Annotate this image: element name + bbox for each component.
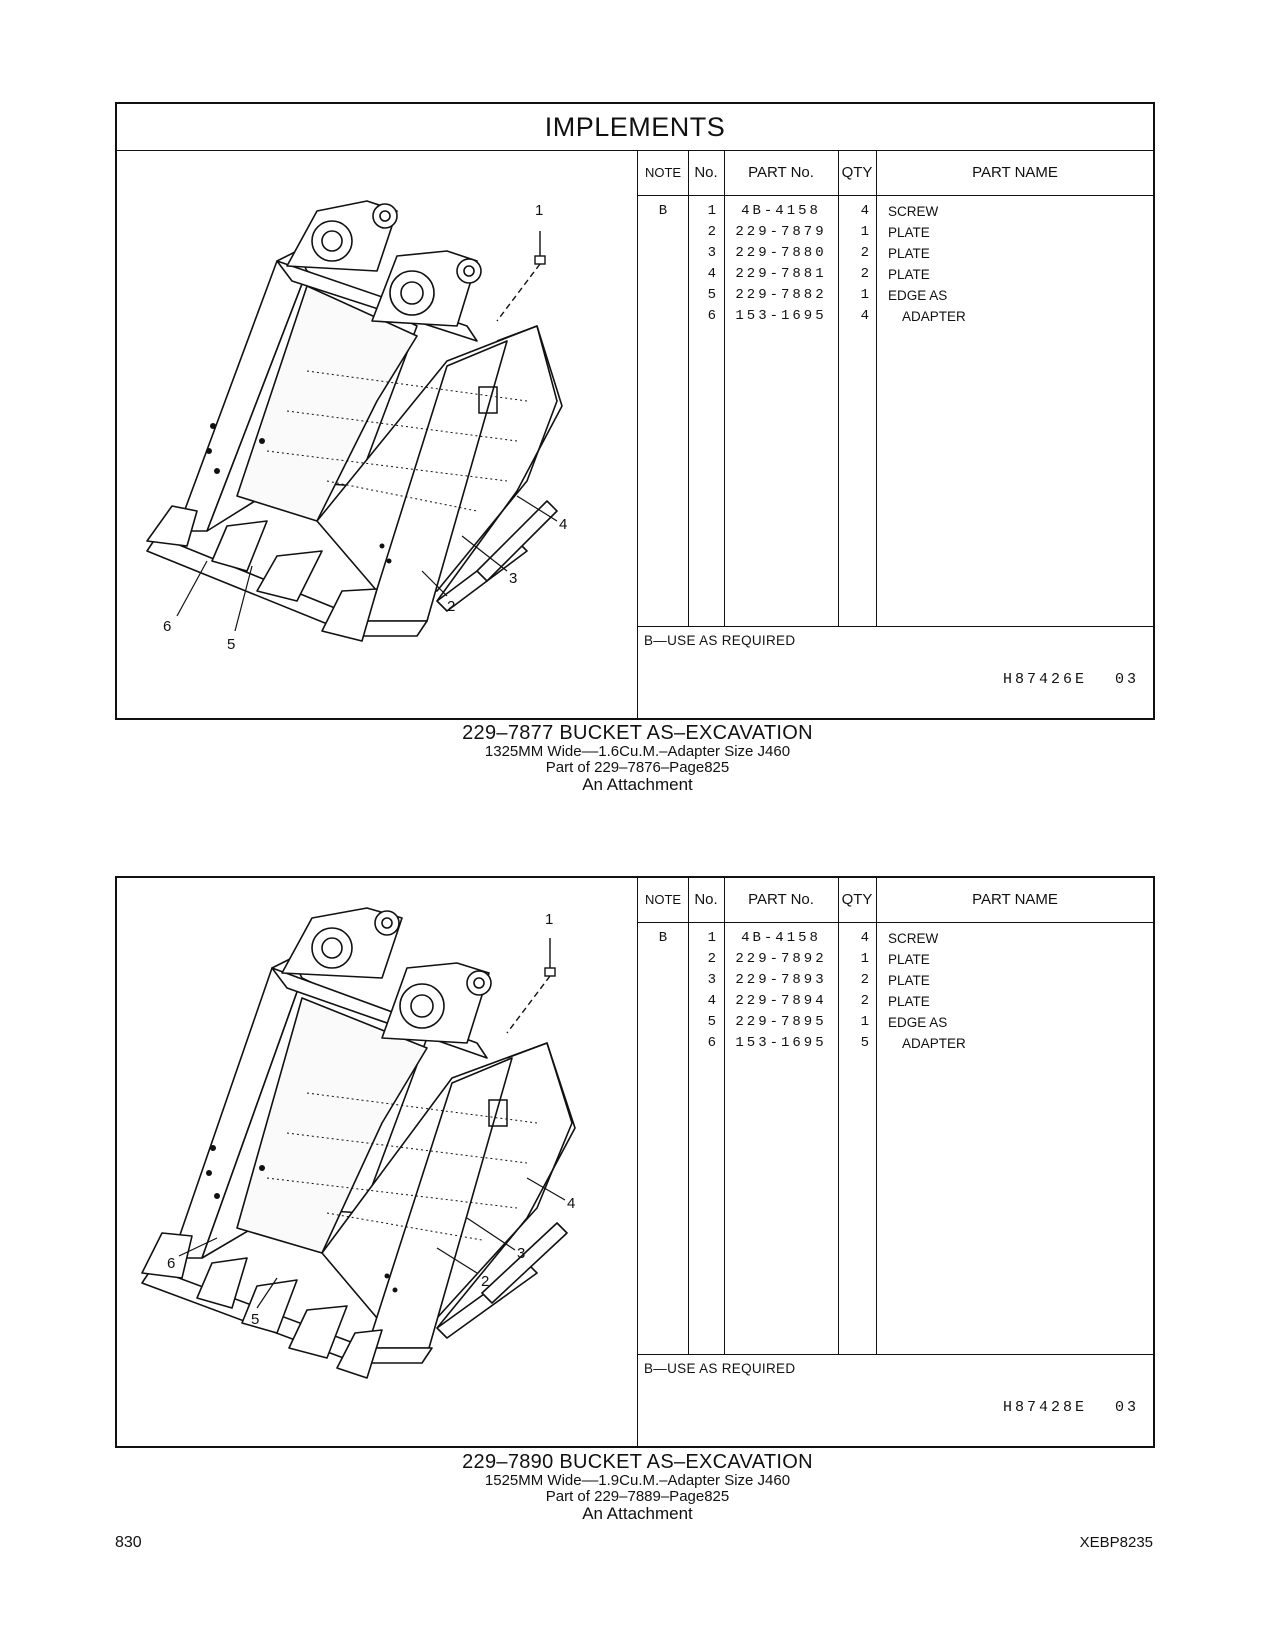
- part-no-cell: 153-1695: [735, 308, 827, 324]
- table-footer: [638, 626, 1153, 719]
- ref-code: [1003, 671, 1139, 688]
- caption-title: 229–7877 BUCKET AS–EXCAVATION: [462, 722, 813, 744]
- note-cell: B: [658, 203, 668, 219]
- ref-code-id: H87426E: [1002, 671, 1087, 688]
- table-footer: [638, 1354, 1153, 1447]
- col-no: No.: [694, 164, 718, 181]
- caption-spec: 1525MM Wide––1.9Cu.M.–Adapter Size J460: [484, 1472, 791, 1489]
- callout-5: 5: [251, 1311, 260, 1328]
- part-name-cell: EDGE AS: [888, 1015, 948, 1030]
- table-row: [638, 201, 1153, 222]
- part-name-cell: ADAPTER: [902, 1036, 966, 1051]
- note-cell: [638, 949, 688, 970]
- table-header: [638, 878, 1153, 923]
- part-name-cell: EDGE AS: [888, 288, 948, 303]
- ref-code-id: H87428E: [1002, 1399, 1087, 1416]
- no-cell: 5: [707, 1014, 716, 1030]
- col-part-no: PART No.: [748, 164, 814, 181]
- note-cell: [638, 991, 688, 1012]
- no-cell: 3: [707, 245, 716, 261]
- parts-panel-1: [115, 102, 1155, 720]
- no-cell: 2: [707, 224, 716, 240]
- ref-code: [1003, 1399, 1139, 1416]
- part-no-cell: 229-7892: [735, 951, 827, 967]
- table-row: [638, 1012, 1153, 1033]
- part-name-cell: PLATE: [888, 994, 930, 1009]
- qty-cell: 1: [860, 287, 869, 303]
- note-cell: [638, 285, 688, 306]
- table-row: [638, 306, 1153, 327]
- parts-table-2: [637, 878, 1153, 1446]
- section-title: IMPLEMENTS: [117, 104, 1153, 151]
- part-name-cell: PLATE: [888, 267, 930, 282]
- part-no-cell: 153-1695: [735, 1035, 827, 1051]
- ref-code-rev: 03: [1114, 1399, 1139, 1416]
- table-row: [638, 222, 1153, 243]
- table-row: [638, 949, 1153, 970]
- part-no-cell: 229-7895: [735, 1014, 827, 1030]
- part-no-cell: 4B-4158: [741, 203, 821, 219]
- no-cell: 4: [707, 993, 716, 1009]
- table-row: [638, 264, 1153, 285]
- no-cell: 6: [707, 1035, 716, 1051]
- table-row: [638, 1033, 1153, 1054]
- parts-table-1: [637, 151, 1153, 718]
- table-row: [638, 285, 1153, 306]
- callout-6: 6: [167, 1255, 176, 1272]
- no-cell: 5: [707, 287, 716, 303]
- caption-1: [0, 722, 1275, 794]
- bucket-illustration-2: [117, 878, 637, 1446]
- qty-cell: 4: [860, 308, 869, 324]
- callout-2: 2: [447, 598, 456, 615]
- caption-part-of: Part of 229–7889–Page825: [545, 1488, 730, 1505]
- part-no-cell: 229-7881: [735, 266, 827, 282]
- col-qty: QTY: [841, 164, 873, 181]
- callout-6: 6: [163, 618, 172, 635]
- note-cell: [638, 306, 688, 327]
- qty-cell: 4: [860, 203, 869, 219]
- part-no-cell: 229-7879: [735, 224, 827, 240]
- col-qty: QTY: [841, 891, 873, 908]
- note-cell: [638, 1033, 688, 1054]
- callout-5: 5: [227, 636, 236, 653]
- part-no-cell: 229-7882: [735, 287, 827, 303]
- part-no-cell: 229-7880: [735, 245, 827, 261]
- callout-3: 3: [517, 1245, 526, 1262]
- part-no-cell: 229-7893: [735, 972, 827, 988]
- table-row: [638, 991, 1153, 1012]
- caption-attachment: An Attachment: [582, 775, 693, 794]
- no-cell: 4: [707, 266, 716, 282]
- qty-cell: 1: [860, 951, 869, 967]
- part-name-cell: ADAPTER: [902, 309, 966, 324]
- footnote: B—USE AS REQUIRED: [644, 633, 796, 648]
- qty-cell: 1: [860, 1014, 869, 1030]
- note-cell: [638, 264, 688, 285]
- callout-4: 4: [559, 516, 568, 533]
- part-no-cell: 4B-4158: [741, 930, 821, 946]
- qty-cell: 1: [860, 224, 869, 240]
- qty-cell: 2: [860, 266, 869, 282]
- part-name-cell: PLATE: [888, 952, 930, 967]
- table-header: [638, 151, 1153, 196]
- no-cell: 1: [707, 930, 716, 946]
- callout-2: 2: [481, 1273, 490, 1290]
- caption-title: 229–7890 BUCKET AS–EXCAVATION: [462, 1451, 813, 1473]
- caption-attachment: An Attachment: [582, 1504, 693, 1523]
- qty-cell: 2: [860, 993, 869, 1009]
- no-cell: 2: [707, 951, 716, 967]
- col-part-no: PART No.: [748, 891, 814, 908]
- col-note: NOTE: [644, 892, 682, 907]
- col-note: NOTE: [644, 165, 682, 180]
- qty-cell: 2: [860, 972, 869, 988]
- caption-spec: 1325MM Wide––1.6Cu.M.–Adapter Size J460: [484, 743, 791, 760]
- caption-2: [0, 1451, 1275, 1523]
- col-no: No.: [694, 891, 718, 908]
- qty-cell: 4: [860, 930, 869, 946]
- bucket-illustration-1: [117, 151, 637, 718]
- page-number: 830: [115, 1534, 142, 1551]
- part-name-cell: SCREW: [888, 931, 939, 946]
- callout-1: 1: [535, 202, 544, 219]
- note-cell: B: [658, 930, 668, 946]
- table-row: [638, 970, 1153, 991]
- qty-cell: 2: [860, 245, 869, 261]
- part-name-cell: PLATE: [888, 225, 930, 240]
- qty-cell: 5: [860, 1035, 869, 1051]
- part-no-cell: 229-7894: [735, 993, 827, 1009]
- col-part-name: PART NAME: [972, 891, 1058, 908]
- caption-part-of: Part of 229–7876–Page825: [545, 759, 730, 776]
- part-name-cell: PLATE: [888, 246, 930, 261]
- ref-code-rev: 03: [1114, 671, 1139, 688]
- callout-4: 4: [567, 1195, 576, 1212]
- note-cell: [638, 1012, 688, 1033]
- callout-3: 3: [509, 570, 518, 587]
- no-cell: 3: [707, 972, 716, 988]
- no-cell: 6: [707, 308, 716, 324]
- table-row: [638, 243, 1153, 264]
- parts-panel-2: [115, 876, 1155, 1448]
- table-row: [638, 928, 1153, 949]
- footnote: B—USE AS REQUIRED: [644, 1361, 796, 1376]
- part-name-cell: PLATE: [888, 973, 930, 988]
- callout-1: 1: [545, 911, 554, 928]
- note-cell: [638, 222, 688, 243]
- document-code: XEBP8235: [1079, 1534, 1153, 1551]
- part-name-cell: SCREW: [888, 204, 939, 219]
- no-cell: 1: [707, 203, 716, 219]
- col-part-name: PART NAME: [972, 164, 1058, 181]
- note-cell: [638, 970, 688, 991]
- note-cell: [638, 243, 688, 264]
